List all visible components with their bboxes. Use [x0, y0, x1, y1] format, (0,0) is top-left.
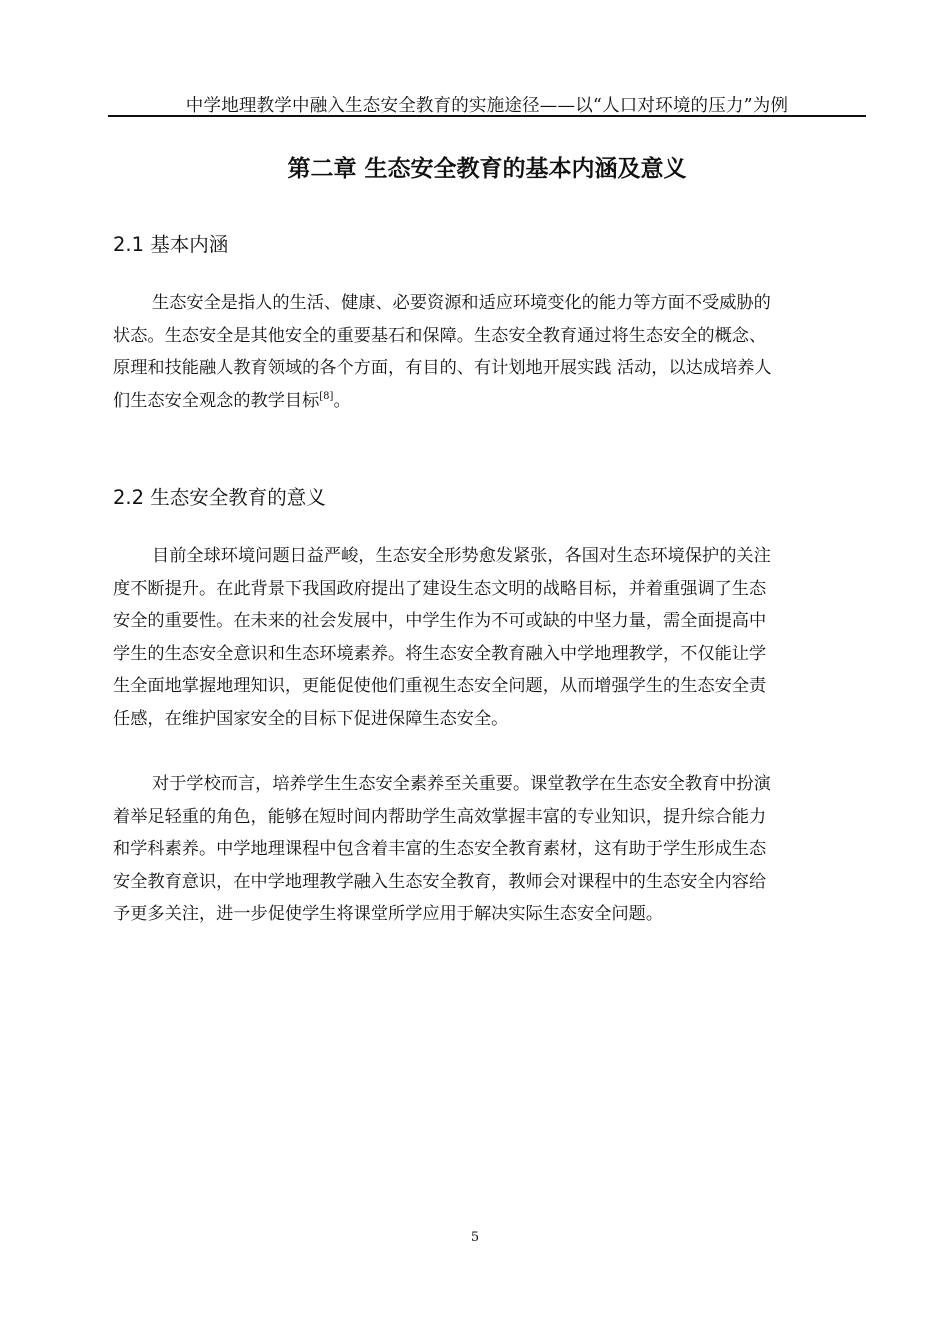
paragraph-significance-2	[113, 768, 853, 931]
text-line: 予更多关注，进一步促使学生将课堂所学应用于解决实际生态安全问题。	[113, 904, 664, 925]
text-line: 任感，在维护国家安全的目标下促进保障生态安全。	[113, 708, 509, 729]
text-line: 目前全球环境问题日益严峻，生态安全形势愈发紧张，各国对生态环境保护的关注	[152, 546, 771, 566]
text-line: 原理和技能融人教育领域的各个方面，有目的、有计划地开展实践 活动，以达成培养人	[113, 358, 772, 379]
text-line: 安全的重要性。在未来的社会发展中，中学生作为不可或缺的中坚力量，需全面提高中	[113, 611, 767, 632]
paragraph-significance-1	[113, 540, 853, 736]
text-line: 对于学校而言，培养学生生态安全素养至关重要。课堂教学在生态安全教育中扮演	[152, 774, 771, 794]
text-line: 状态。生态安全是其他安全的重要基石和保障。生态安全教育通过将生态安全的概念、	[113, 325, 767, 346]
text-fragment: 们生态安全观念的教学目标	[113, 390, 320, 411]
citation-ref: [8]	[319, 390, 334, 402]
chapter-title: 第二章 生态安全教育的基本内涵及意义	[287, 156, 687, 182]
header-rule	[108, 115, 866, 117]
section-heading-2-1: 2.1 基本内涵	[113, 233, 229, 256]
paragraph-basic-connotation	[113, 287, 853, 417]
text-line: 学生的生态安全意识和生态环境素养。将生态安全教育融入中学地理教学，不仅能让学	[113, 643, 767, 664]
text-line-with-citation	[113, 385, 853, 418]
text-line: 和学科素养。中学地理课程中包含着丰富的生态安全教育素材，这有助于学生形成生态	[113, 839, 767, 860]
text-line: 生态安全是指人的生活、健康、必要资源和适应环境变化的能力等方面不受威胁的	[152, 293, 771, 313]
text-line: 安全教育意识，在中学地理教学融入生态安全教育，教师会对课程中的生态安全内容给	[113, 871, 767, 892]
text-line: 度不断提升。在此背景下我国政府提出了建设生态文明的战略目标，并着重强调了生态	[113, 578, 767, 599]
sentence-end: 。	[333, 390, 351, 411]
text-line: 着举足轻重的角色，能够在短时间内帮助学生高效掌握丰富的专业知识，提升综合能力	[113, 806, 767, 827]
section-heading-2-2: 2.2 生态安全教育的意义	[113, 486, 326, 509]
page-number: 5	[470, 1230, 480, 1245]
text-line: 生全面地掌握地理知识，更能促使他们重视生态安全问题，从而增强学生的生态安全责	[113, 676, 767, 697]
running-header: 中学地理教学中融入生态安全教育的实施途径——以“人口对环境的压力”为例	[185, 96, 789, 116]
